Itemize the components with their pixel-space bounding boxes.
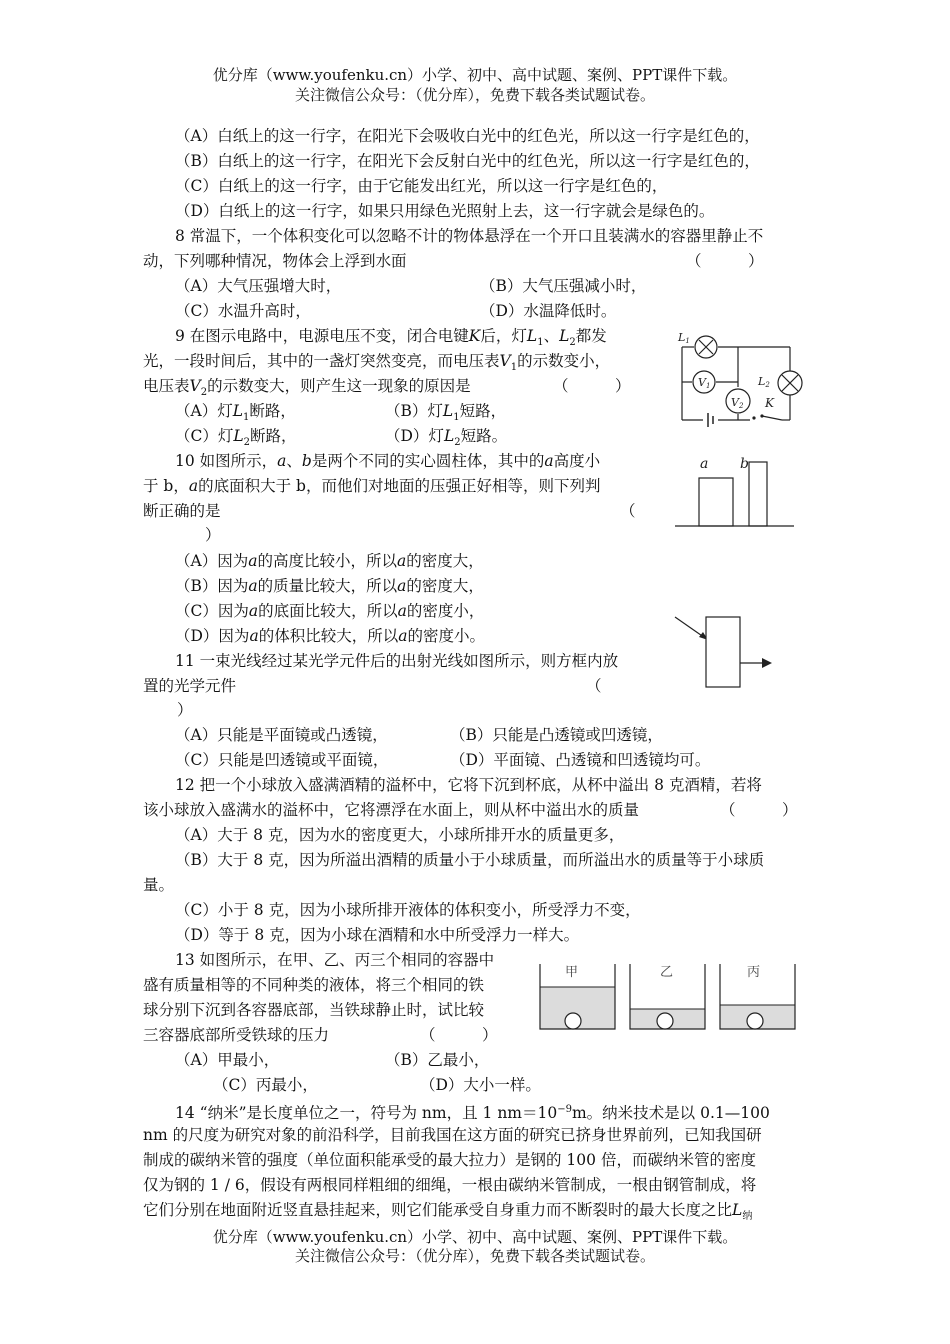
q13-option-d: （D）大小一样。 <box>420 1076 541 1094</box>
q8-option-c: （C）水温升高时， <box>175 302 311 320</box>
q10-stem-line-2: 于 b，a的底面积大于 b，而他们对地面的压强正好相等，则下列判 <box>143 477 601 495</box>
circuit-diagram <box>670 325 820 435</box>
footer-line-1: 优分库（www.youfenku.cn）小学、初中、高中试题、案例、PPT课件下载。 <box>212 1228 738 1246</box>
q10-paren-close: ） <box>205 526 221 544</box>
q11-option-c: （C）只能是凹透镜或平面镜， <box>175 751 389 769</box>
q11-stem-line-1: 11 一束光线经过某光学元件后的出射光线如图所示，则方框内放 <box>175 652 619 670</box>
label-v2: V2 <box>731 396 744 410</box>
q12-option-a: （A）大于 8 克，因为水的密度更大，小球所排开水的质量更多， <box>175 826 625 844</box>
q8-option-b: （B）大气压强减小时， <box>480 277 647 295</box>
label-jia: 甲 <box>565 965 579 980</box>
q9-option-d: （D）灯$L_2$短路。 <box>385 427 508 449</box>
container-jia <box>540 964 615 1029</box>
q13-stem-line-1: 13 如图所示，在甲、乙、丙三个相同的容器中 <box>175 951 495 969</box>
q11-stem-line-2: 置的光学元件 <box>143 677 237 695</box>
q12-option-b-line-2: 量。 <box>143 876 175 894</box>
q10-option-c: （C）因为a的底面比较大，所以a的密度小， <box>175 602 485 620</box>
header-line-1: 优分库（www.youfenku.cn）小学、初中、高中试题、案例、PPT课件下载。 <box>212 66 738 84</box>
q10-option-d: （D）因为a的体积比较大，所以a的密度小。 <box>175 627 485 645</box>
cylinder-a <box>699 478 733 526</box>
optics-box-figure <box>672 612 782 692</box>
q10-option-a: （A）因为a的高度比较小，所以a的密度大， <box>175 552 484 570</box>
q8-stem-line-2: 动，下列哪种情况，物体会上浮到水面 <box>143 252 407 270</box>
q13-option-b: （B）乙最小， <box>385 1051 490 1069</box>
q9-stem-line-2: 光，一段时间后，其中的一盏灯突然变亮，而电压表$V_1$的示数变小， <box>143 352 611 374</box>
q14-stem-line-5: 它们分别在地面附近竖直悬挂起来，则它们能承受自身重力而不断裂时的最大长度之比$L_纳$ <box>143 1201 753 1223</box>
q12-stem-line-1: 12 把一个小球放入盛满酒精的溢杯中，它将下沉到杯底，从杯中溢出 8 克酒精，若将 <box>175 776 762 794</box>
q9-stem-line-1: 9 在图示电路中，电源电压不变，闭合电键K后，灯$L_1$、$L_2$都发 <box>175 327 607 349</box>
q11-option-d: （D）平面镜、凸透镜和凹透镜均可。 <box>450 751 711 769</box>
q11-paren-open: （ <box>586 677 602 695</box>
q13-answer-paren: （ ） <box>420 1026 498 1044</box>
label-bing: 丙 <box>747 965 761 980</box>
q11-option-a: （A）只能是平面镜或凸透镜， <box>175 726 388 744</box>
label-yi: 乙 <box>660 965 674 980</box>
q11-paren-close: ） <box>177 701 193 719</box>
q14-stem-line-3: 制成的碳纳米管的强度（单位面积能承受的最大拉力）是钢的 100 倍，而碳纳米管的密度 <box>143 1151 756 1169</box>
q7-option-a: （A）白纸上的这一行字，在阳光下会吸收白光中的红色光，所以这一行字是红色的， <box>175 127 760 145</box>
iron-ball <box>657 1013 673 1029</box>
q12-option-c: （C）小于 8 克，因为小球所排开液体的体积变小，所受浮力不变， <box>175 901 641 919</box>
q14-stem-line-2: nm 的尺度为研究对象的前沿科学，目前我国在这方面的研究已挤身世界前列，已知我国研 <box>143 1126 762 1144</box>
q14-stem-line-4: 仅为钢的 1 / 6，假设有两根同样粗细的细绳，一根由碳纳米管制成，一根由钢管制成，将 <box>143 1176 757 1194</box>
q12-answer-paren: （ ） <box>720 801 798 819</box>
q9-option-a: （A）灯$L_1$断路， <box>175 402 296 424</box>
cylinders-figure <box>672 452 812 532</box>
q9-option-b: （B）灯$L_1$短路， <box>385 402 507 424</box>
container-yi <box>630 964 705 1029</box>
q8-answer-paren: （ ） <box>686 252 764 270</box>
q13-stem-line-4: 三容器底部所受铁球的压力 <box>143 1026 330 1044</box>
label-b: b <box>740 456 749 472</box>
q11-option-b: （B）只能是凸透镜或凹透镜， <box>450 726 663 744</box>
unknown-optical-element <box>706 617 740 687</box>
footer-line-2: 关注微信公众号：（优分库），免费下载各类试题试卷。 <box>294 1247 655 1265</box>
iron-ball <box>747 1013 763 1029</box>
q8-stem-line-1: 8 常温下，一个体积变化可以忽略不计的物体悬浮在一个开口且装满水的容器里静止不 <box>175 227 764 245</box>
q9-option-c: （C）灯$L_2$断路， <box>175 427 297 449</box>
label-a: a <box>700 456 709 472</box>
containers-figure <box>535 960 805 1035</box>
q7-option-b: （B）白纸上的这一行字，在阳光下会反射白光中的红色光，所以这一行字是红色的， <box>175 152 760 170</box>
q12-option-b-line-1: （B）大于 8 克，因为所溢出酒精的质量小于小球质量，而所溢出水的质量等于小球质 <box>175 851 765 869</box>
header-line-2: 关注微信公众号：（优分库），免费下载各类试题试卷。 <box>294 86 655 104</box>
q13-stem-line-2: 盛有质量相等的不同种类的液体，将三个相同的铁 <box>143 976 485 994</box>
container-bing <box>720 964 795 1029</box>
q14-stem-line-1: 14 “纳米”是长度单位之一，符号为 nm，且 1 $nm=10^{-9}m$。纳米技术是以 0.1—100 <box>175 1104 770 1123</box>
q8-option-d: （D）水温降低时。 <box>480 302 617 320</box>
q7-option-c: （C）白纸上的这一行字，由于它能发出红光，所以这一行字是红色的， <box>175 177 668 195</box>
q10-paren-open: （ <box>620 502 636 520</box>
label-l1: L1 <box>678 331 690 345</box>
q9-answer-paren: （ ） <box>553 377 631 395</box>
label-v1: V1 <box>698 376 711 390</box>
q13-stem-line-3: 球分别下沉到各容器底部，当铁球静止时，试比较 <box>143 1001 485 1019</box>
q13-option-c: （C）丙最小， <box>213 1076 318 1094</box>
q8-option-a: （A）大气压强增大时， <box>175 277 342 295</box>
q12-option-d: （D）等于 8 克，因为小球在酒精和水中所受浮力一样大。 <box>175 926 580 944</box>
q12-stem-line-2: 该小球放入盛满水的溢杯中，它将漂浮在水面上，则从杯中溢出水的质量 <box>143 801 640 819</box>
q7-option-d: （D）白纸上的这一行字，如果只用绿色光照射上去，这一行字就会是绿色的。 <box>175 202 715 220</box>
q10-option-b: （B）因为a的质量比较大，所以a的密度大， <box>175 577 484 595</box>
q13-option-a: （A）甲最小， <box>175 1051 280 1069</box>
label-l2: L2 <box>758 375 770 389</box>
cylinder-b <box>749 462 767 526</box>
q10-stem-line-3: 断正确的是 <box>143 502 221 520</box>
iron-ball <box>565 1013 581 1029</box>
q9-stem-line-3: 电压表$V_2$的示数变大，则产生这一现象的原因是 <box>143 377 471 399</box>
q10-stem-line-1: 10 如图所示，a、b是两个不同的实心圆柱体，其中的a高度小 <box>175 452 601 470</box>
label-k: K <box>765 396 774 410</box>
